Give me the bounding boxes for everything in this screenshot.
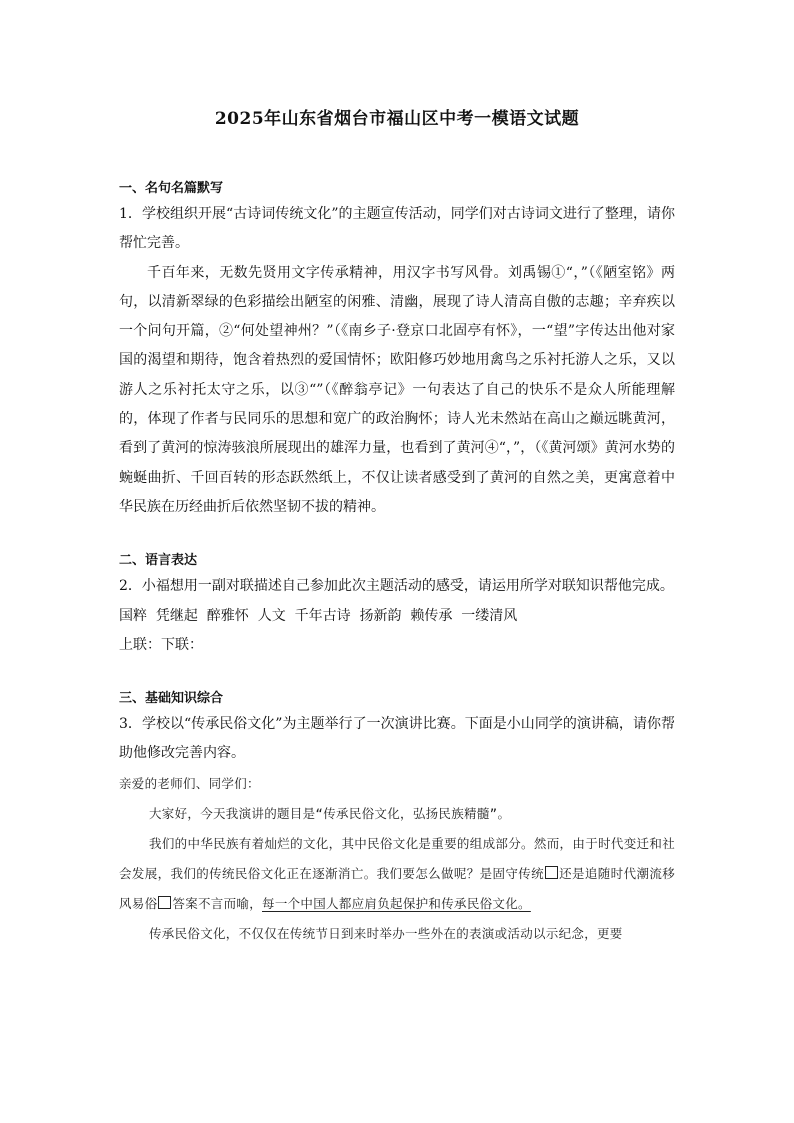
speech-text: 我们的中华民族有着灿烂的文化，其中民俗文化是重要的组成部分。然而，由于时代变迁和社会发展，我们的传统民俗文化正在逐渐消亡。我们要怎么做呢？是固守传统 [119,835,675,881]
speech-text: 答案不言而喻， [172,895,263,911]
question-3: 3．学校以“传承民俗文化”为主题举行了一次演讲比赛。下面是小山同学的演讲稿，请你帮助他修改完善内容。 [119,716,675,762]
section-heading-2: 二、语言表达 [119,553,198,569]
word-bank: 国粹 凭继起 醉雅怀 人文 千年古诗 扬新韵 赖传承 一缕清风 [119,607,518,624]
exam-body [119,178,675,949]
speech-paragraph-3: 传承民俗文化，不仅仅在传统节日到来时举办一些外在的表演或活动以示纪念，更要 [149,925,623,941]
page-title: 2025年山东省烟台市福山区中考一模语文试题 [214,109,580,129]
punctuation-blank-box [158,896,171,909]
speech-paragraph-2 [119,829,675,919]
section-heading-3: 三、基础知识综合 [119,691,224,707]
underlined-sentence: 每一个中国人都应肩负起保护和传承民俗文化。 [262,895,531,911]
speech-text: 还是追随时代潮流移风易俗 [119,865,676,911]
question-1: 1．学校组织开展“古诗词传统文化”的主题宣传活动，同学们对古诗词文进行了整理，请你帮忙完善。 [119,206,675,252]
speech-paragraph-1: 大家好，今天我演讲的题目是“传承民俗文化，弘扬民族精髓”。 [149,805,511,821]
question-1-passage: 千百年来，无数先贤用文字传承精神，用汉字书写风骨。刘禹锡①“，”（《陋室铭》两句，以清新翠绿的色彩描绘出陋室的闲雅、清幽，展现了诗人清高自傲的志趣；辛弃疾以一个问句开篇，②“何处望神州？”（《南乡子·登京口北固亭有怀》，一“望”字传达出他对家国的渴望和期待，饱含着热烈的爱国情怀；欧阳修巧妙地用禽鸟之乐衬托游人之乐，又以游人之乐衬托太守之乐，以③“”（《醉翁亭记》一句表达了自己的快乐不是众人所能理解的，体现了作者与民同乐的思想和宽广的政治胸怀；诗人光未然站在高山之巅远眺黄河，看到了黄河的惊涛骇浪所展现出的雄浑力量，也看到了黄河④“，”，（《黄河颂》黄河水势的蜿蜒曲折、千回百转的形态跃然纸上，不仅让读者感受到了黄河的自然之美，更寓意着中华民族在历经曲折后依然坚韧不拔的精神。 [119,264,675,515]
punctuation-blank-box [545,866,558,879]
question-2: 2．小福想用一副对联描述自己参加此次主题活动的感受，请运用所学对联知识帮他完成。 [119,578,674,595]
section-heading-1: 一、名句名篇默写 [119,181,224,196]
couplet-answer-line: 上联：下联： [119,636,203,653]
speech-greeting: 亲爱的老师们、同学们： [119,775,260,791]
